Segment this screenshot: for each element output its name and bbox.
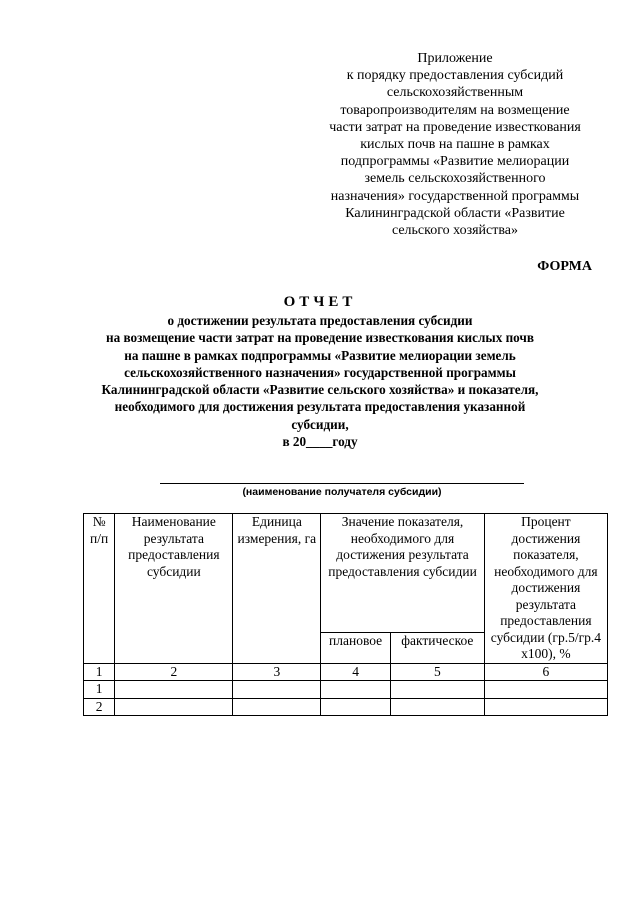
recipient-caption: (наименование получателя субсидии) (242, 486, 442, 498)
column-number-cell: 4 (321, 663, 391, 681)
appendix-line: земель сельскохозяйственного (364, 171, 546, 187)
appendix-line: сельскохозяйственным (386, 85, 524, 101)
form-label: ФОРМА (537, 259, 592, 274)
column-number-cell: 1 (84, 663, 115, 681)
title-line: на пашне в рамках подпрограммы «Развитие мелиорации земель (124, 347, 516, 363)
column-number-cell: 5 (390, 663, 484, 681)
appendix-line: назначения» государственной программы (330, 188, 580, 204)
header-num: № п/п (84, 514, 115, 664)
header-unit: Единица измерения, га (233, 514, 321, 664)
title-line: необходимого для достижения результата предоставления указанной (114, 399, 526, 415)
table-cell (321, 681, 391, 699)
appendix-line: кислых почв на пашне в рамках (360, 137, 550, 153)
title-line: Калининградской области «Развитие сельского хозяйства» и показателя, (101, 382, 539, 398)
title-word: ОТЧЕТ (283, 294, 357, 310)
column-number-cell: 6 (484, 663, 607, 681)
table-row (84, 681, 608, 699)
header-planned: плановое (321, 632, 391, 663)
title-line: о достижении результата предоставления субсидии (167, 313, 473, 328)
table-cell (390, 698, 484, 716)
appendix-header (300, 50, 610, 239)
recipient-name-line (160, 483, 524, 484)
table-cell (321, 698, 391, 716)
appendix-line: Калининградской области «Развитие (345, 205, 565, 221)
column-number-cell: 3 (233, 663, 321, 681)
header-percent: Процент достижения показателя, необходимого для достижения результата предоставления субсидии (гр.5/гр.4 х100), % (484, 514, 607, 664)
appendix-line: сельского хозяйства» (391, 223, 519, 239)
title-year-line: в 20____году (282, 434, 358, 450)
appendix-line: к порядку предоставления субсидий (346, 68, 564, 84)
header-actual: фактическое (390, 632, 484, 663)
appendix-line: подпрограммы «Развитие мелиорации (340, 154, 570, 170)
table-cell (115, 681, 233, 699)
table-cell (233, 698, 321, 716)
column-number-row (84, 663, 608, 681)
title-line: субсидии, (291, 416, 349, 432)
table-cell (115, 698, 233, 716)
title-line: сельскохозяйственного назначения» государственной программы (124, 364, 516, 380)
table-cell (484, 698, 607, 716)
row-number-cell: 1 (84, 681, 115, 699)
appendix-line: части затрат на проведение известкования (329, 119, 581, 135)
appendix-line: товаропроизводителям на возмещение (340, 102, 570, 118)
row-number-cell: 2 (84, 698, 115, 716)
column-number-cell: 2 (115, 663, 233, 681)
title-line: на возмещение части затрат на проведение известкования кислых почв (105, 330, 534, 346)
table-cell (390, 681, 484, 699)
header-indicator-value: Значение показателя, необходимого для достижения результата предоставления субсидии (321, 514, 485, 633)
appendix-line: Приложение (417, 51, 493, 66)
report-title (60, 292, 580, 450)
header-result-name: Наименование результата предоставления субсидии (115, 514, 233, 664)
table-row (84, 698, 608, 716)
report-table (83, 513, 608, 716)
table-cell (484, 681, 607, 699)
table-cell (233, 681, 321, 699)
